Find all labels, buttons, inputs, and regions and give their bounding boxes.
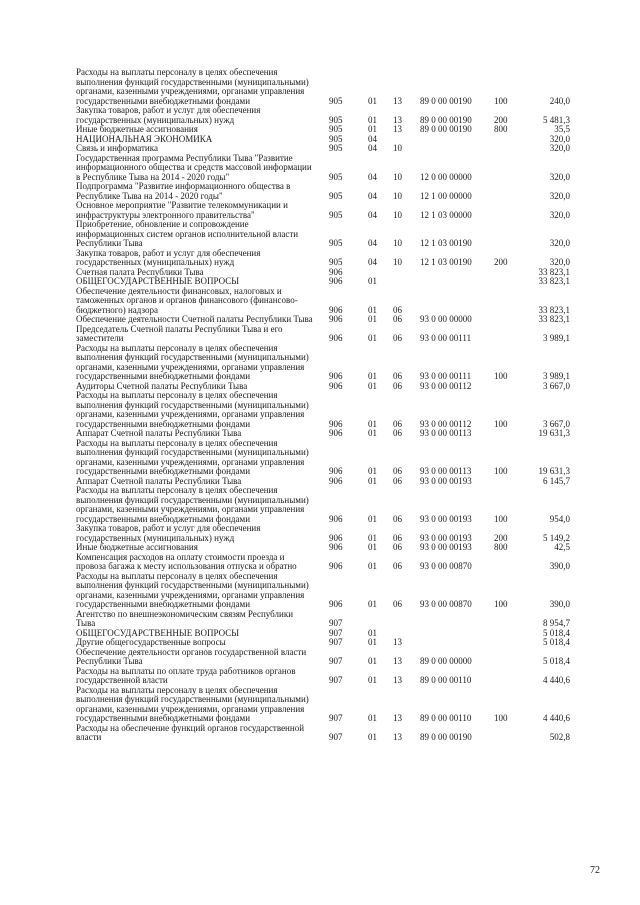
amount: 954,0 xyxy=(549,513,570,524)
section-code: 01 xyxy=(368,304,377,315)
ministry-code: 906 xyxy=(329,304,343,315)
row-name: Связь и информатика xyxy=(76,143,158,153)
row-name: Приобретение, обновление и сопровождение информационных систем органов исполнительной власти Республики Тыва xyxy=(76,219,299,248)
subsection-code: 13 xyxy=(393,713,402,723)
expense-type-code: 200 xyxy=(494,257,508,267)
row-name: Расходы на обеспечение функций органов государственной власти xyxy=(76,722,305,742)
row-name: Закупка товаров, работ и услуг для обеспечения государственных (муниципальных) нужд xyxy=(76,247,261,267)
subsection-code: 13 xyxy=(393,95,402,106)
table-row xyxy=(0,572,640,610)
subsection-code: 10 xyxy=(393,209,402,220)
row-name: Расходы на выплаты персоналу в целях обеспечения выполнения функций государственными (муниципальными) органами, казенными учреждениями, органами управления государственными внебюджетными фондами xyxy=(76,485,309,524)
amount: 390,0 xyxy=(549,561,570,571)
amount: 3 667,0 xyxy=(543,380,570,391)
section-code: 04 xyxy=(368,143,377,153)
ministry-code: 906 xyxy=(329,532,343,543)
ministry-code: 906 xyxy=(329,599,343,609)
subsection-code: 10 xyxy=(393,190,402,201)
table-row xyxy=(0,648,640,667)
section-code: 01 xyxy=(368,599,377,609)
section-code: 04 xyxy=(368,209,377,220)
section-code: 01 xyxy=(368,276,377,286)
ministry-code: 906 xyxy=(329,513,343,524)
section-code: 01 xyxy=(368,475,377,486)
ministry-code: 905 xyxy=(329,190,343,201)
row-name: Закупка товаров, работ и услуг для обеспечения государственных (муниципальных) нужд xyxy=(76,105,261,125)
expense-type-code: 800 xyxy=(494,124,508,134)
section-code: 01 xyxy=(368,675,377,685)
section-code: 01 xyxy=(368,513,377,524)
amount: 320,0 xyxy=(549,238,570,248)
ministry-code: 906 xyxy=(329,466,343,476)
amount: 33 823,1 xyxy=(538,304,570,315)
amount: 320,0 xyxy=(549,209,570,220)
row-name: Иные бюджетные ассигнования xyxy=(76,124,198,134)
subsection-code: 13 xyxy=(393,675,402,685)
ministry-code: 905 xyxy=(329,124,343,134)
subsection-code: 06 xyxy=(393,599,402,609)
subsection-code: 10 xyxy=(393,143,402,153)
table-row xyxy=(0,486,640,524)
target-article-code: 93 0 00 00193 xyxy=(420,532,472,543)
section-code: 01 xyxy=(368,333,377,343)
row-name: Расходы на выплаты персоналу в целях обеспечения выполнения функций государственными (муниципальными) органами, казенными учреждениями, органами управления государственными внебюджетными фондами xyxy=(76,684,309,723)
row-name: Аппарат Счетной палаты Республики Тыва xyxy=(76,428,242,438)
ministry-code: 907 xyxy=(329,732,343,742)
subsection-code: 13 xyxy=(393,114,402,125)
target-article-code: 93 0 00 00870 xyxy=(420,599,472,609)
target-article-code: 89 0 00 00190 xyxy=(420,114,472,125)
ministry-code: 906 xyxy=(329,371,343,381)
row-name: Расходы на выплаты персоналу в целях обеспечения выполнения функций государственными (муниципальными) органами, казенными учреждениями, органами управления государственными внебюджетными фондами xyxy=(76,67,309,106)
amount: 8 954,7 xyxy=(543,618,570,628)
section-code: 01 xyxy=(368,532,377,543)
table-row xyxy=(0,325,640,344)
expense-type-code: 100 xyxy=(494,513,508,524)
section-code: 04 xyxy=(368,257,377,267)
section-code: 01 xyxy=(368,418,377,429)
amount: 5 018,4 xyxy=(543,627,570,638)
row-name: Закупка товаров, работ и услуг для обеспечения государственных (муниципальных) нужд xyxy=(76,523,261,543)
row-name: Счетная палата Республики Тыва xyxy=(76,266,204,277)
expense-type-code: 100 xyxy=(494,371,508,381)
section-code: 01 xyxy=(368,428,377,438)
row-name: ОБЩЕГОСУДАРСТВЕННЫЕ ВОПРОСЫ xyxy=(76,627,240,638)
ministry-code: 905 xyxy=(329,171,343,182)
subsection-code: 06 xyxy=(393,333,402,343)
subsection-code: 06 xyxy=(393,371,402,381)
section-code: 01 xyxy=(368,713,377,723)
subsection-code: 06 xyxy=(393,304,402,315)
target-article-code: 93 0 00 00111 xyxy=(420,333,472,343)
amount: 3 989,1 xyxy=(543,371,570,381)
expense-type-code: 100 xyxy=(494,466,508,476)
table-row xyxy=(0,610,640,629)
target-article-code: 12 0 00 00000 xyxy=(420,171,472,182)
ministry-code: 906 xyxy=(329,276,343,286)
section-code: 04 xyxy=(368,171,377,182)
target-article-code: 93 0 00 00113 xyxy=(420,428,472,438)
ministry-code: 905 xyxy=(329,209,343,220)
table-row xyxy=(0,154,640,183)
row-name: Расходы на выплаты по оплате труда работников органов государственной власти xyxy=(76,665,296,685)
row-name: Государственная программа Республики Тыва "Развитие информационного общества и средств массовой информации в Республике Тыва на 2014 - 2020 годы" xyxy=(76,152,312,182)
table-row xyxy=(0,391,640,429)
section-code: 01 xyxy=(368,637,377,647)
row-name: ОБЩЕГОСУДАРСТВЕННЫЕ ВОПРОСЫ xyxy=(76,276,240,286)
table-row xyxy=(0,106,640,125)
section-code: 01 xyxy=(368,114,377,125)
target-article-code: 93 0 00 00000 xyxy=(420,314,472,324)
ministry-code: 906 xyxy=(329,475,343,486)
amount: 4 440,6 xyxy=(543,675,570,685)
table-row xyxy=(0,182,640,201)
table-row xyxy=(0,287,640,316)
ministry-code: 906 xyxy=(329,380,343,391)
ministry-code: 907 xyxy=(329,656,343,666)
target-article-code: 93 0 00 00111 xyxy=(420,371,472,381)
row-name: Аудиторы Счетной палаты Республики Тыва xyxy=(76,380,248,391)
subsection-code: 06 xyxy=(393,380,402,391)
target-article-code: 12 1 00 00000 xyxy=(420,190,472,201)
amount: 4 440,6 xyxy=(543,713,570,723)
row-name: Обеспечение деятельности Счетной палаты Республики Тыва xyxy=(76,314,313,324)
ministry-code: 906 xyxy=(329,542,343,552)
subsection-code: 13 xyxy=(393,656,402,666)
subsection-code: 13 xyxy=(393,124,402,134)
section-code: 01 xyxy=(368,656,377,666)
target-article-code: 93 0 00 00870 xyxy=(420,561,472,571)
table-row xyxy=(0,220,640,249)
amount: 33 823,1 xyxy=(538,314,570,324)
amount: 6 145,7 xyxy=(543,475,570,486)
table-row xyxy=(0,439,640,477)
subsection-code: 10 xyxy=(393,238,402,248)
amount: 33 823,1 xyxy=(538,276,570,286)
page-number: 72 xyxy=(590,865,600,876)
subsection-code: 13 xyxy=(393,637,402,647)
amount: 320,0 xyxy=(549,171,570,182)
amount: 19 631,3 xyxy=(538,428,570,438)
target-article-code: 89 0 00 00000 xyxy=(420,656,472,666)
section-code: 04 xyxy=(368,190,377,201)
amount: 3 989,1 xyxy=(543,333,570,343)
amount: 19 631,3 xyxy=(538,466,570,476)
amount: 390,0 xyxy=(549,599,570,609)
row-name: Расходы на выплаты персоналу в целях обеспечения выполнения функций государственными (муниципальными) органами, казенными учреждениями, органами управления государственными внебюджетными фондами xyxy=(76,342,309,381)
ministry-code: 905 xyxy=(329,133,343,144)
section-code: 04 xyxy=(368,133,377,144)
row-name: Другие общегосударственные вопросы xyxy=(76,637,226,647)
row-name: Расходы на выплаты персоналу в целях обеспечения выполнения функций государственными (муниципальными) органами, казенными учреждениями, органами управления государственными внебюджетными фондами xyxy=(76,437,309,476)
section-code: 01 xyxy=(368,542,377,552)
subsection-code: 06 xyxy=(393,466,402,476)
ministry-code: 907 xyxy=(329,618,343,628)
amount: 35,5 xyxy=(554,124,570,134)
target-article-code: 12 1 03 00190 xyxy=(420,257,472,267)
subsection-code: 13 xyxy=(393,732,402,742)
row-name: Компенсация расходов на оплату стоимости проезда и провоза багажа к месту использования отпуска и обратно xyxy=(76,551,297,571)
section-code: 01 xyxy=(368,380,377,391)
table-row xyxy=(0,524,640,543)
target-article-code: 12 1 03 00000 xyxy=(420,209,472,220)
row-name: Агентство по внешнеэкономическим связям Республики Тыва xyxy=(76,608,294,628)
amount: 240,0 xyxy=(549,95,570,106)
ministry-code: 905 xyxy=(329,143,343,153)
section-code: 01 xyxy=(368,561,377,571)
target-article-code: 12 1 03 00190 xyxy=(420,238,472,248)
subsection-code: 06 xyxy=(393,418,402,429)
subsection-code: 10 xyxy=(393,171,402,182)
section-code: 01 xyxy=(368,95,377,106)
target-article-code: 89 0 00 00190 xyxy=(420,732,472,742)
ministry-code: 907 xyxy=(329,637,343,647)
ministry-code: 905 xyxy=(329,114,343,125)
ministry-code: 907 xyxy=(329,675,343,685)
amount: 5 149,2 xyxy=(543,532,570,543)
subsection-code: 06 xyxy=(393,314,402,324)
amount: 5 481,3 xyxy=(543,114,570,125)
amount: 320,0 xyxy=(549,143,570,153)
table-row xyxy=(0,724,640,743)
ministry-code: 906 xyxy=(329,428,343,438)
table-row xyxy=(0,686,640,724)
amount: 5 018,4 xyxy=(543,656,570,666)
amount: 5 018,4 xyxy=(543,637,570,647)
target-article-code: 93 0 00 00193 xyxy=(420,475,472,486)
table-row xyxy=(0,249,640,268)
ministry-code: 905 xyxy=(329,257,343,267)
target-article-code: 93 0 00 00112 xyxy=(420,418,472,429)
ministry-code: 906 xyxy=(329,314,343,324)
row-name: Обеспечение деятельности финансовых, налоговых и таможенных органов и органов финансового (финансово- бюджетного) надзора xyxy=(76,285,298,315)
amount: 320,0 xyxy=(549,257,570,267)
target-article-code: 93 0 00 00113 xyxy=(420,466,472,476)
section-code: 01 xyxy=(368,627,377,638)
subsection-code: 06 xyxy=(393,513,402,524)
subsection-code: 06 xyxy=(393,428,402,438)
row-name: Подпрограмма "Развитие информационного общества в Республике Тыва на 2014 - 2020 годы" xyxy=(76,181,291,201)
target-article-code: 89 0 00 00110 xyxy=(420,713,472,723)
target-article-code: 89 0 00 00110 xyxy=(420,675,472,685)
target-article-code: 89 0 00 00190 xyxy=(420,124,472,134)
table-row xyxy=(0,344,640,382)
amount: 320,0 xyxy=(549,190,570,201)
row-name: Основное мероприятие "Развитие телекоммуникации и инфраструктуры электронного правительства" xyxy=(76,200,288,220)
subsection-code: 06 xyxy=(393,532,402,543)
expense-type-code: 100 xyxy=(494,95,508,106)
ministry-code: 906 xyxy=(329,561,343,571)
section-code: 01 xyxy=(368,124,377,134)
ministry-code: 907 xyxy=(329,627,343,638)
table-row xyxy=(0,667,640,686)
section-code: 01 xyxy=(368,732,377,742)
expense-type-code: 200 xyxy=(494,532,508,543)
section-code: 01 xyxy=(368,371,377,381)
target-article-code: 93 0 00 00193 xyxy=(420,542,472,552)
ministry-code: 906 xyxy=(329,266,343,277)
amount: 502,8 xyxy=(549,732,570,742)
row-name: Аппарат Счетной палаты Республики Тыва xyxy=(76,475,242,486)
subsection-code: 06 xyxy=(393,561,402,571)
table-row xyxy=(0,201,640,220)
row-name: Председатель Счетной палаты Республики Тыва и его заместители xyxy=(76,323,283,343)
target-article-code: 93 0 00 00112 xyxy=(420,380,472,391)
target-article-code: 93 0 00 00193 xyxy=(420,513,472,524)
row-name: Расходы на выплаты персоналу в целях обеспечения выполнения функций государственными (муниципальными) органами, казенными учреждениями, органами управления государственными внебюджетными фондами xyxy=(76,390,309,429)
row-name: НАЦИОНАЛЬНАЯ ЭКОНОМИКА xyxy=(76,133,213,144)
table-row xyxy=(0,553,640,572)
section-code: 04 xyxy=(368,238,377,248)
ministry-code: 906 xyxy=(329,418,343,429)
amount: 33 823,1 xyxy=(538,266,570,277)
amount: 320,0 xyxy=(549,133,570,144)
ministry-code: 906 xyxy=(329,333,343,343)
table-row xyxy=(0,68,640,106)
subsection-code: 10 xyxy=(393,257,402,267)
amount: 3 667,0 xyxy=(543,418,570,429)
section-code: 01 xyxy=(368,314,377,324)
subsection-code: 06 xyxy=(393,475,402,486)
amount: 42,5 xyxy=(554,542,570,552)
subsection-code: 06 xyxy=(393,542,402,552)
target-article-code: 89 0 00 00190 xyxy=(420,95,472,106)
expense-type-code: 200 xyxy=(494,114,508,125)
section-code: 01 xyxy=(368,466,377,476)
ministry-code: 907 xyxy=(329,713,343,723)
ministry-code: 905 xyxy=(329,238,343,248)
expense-type-code: 800 xyxy=(494,542,508,552)
expense-type-code: 100 xyxy=(494,713,508,723)
row-name: Расходы на выплаты персоналу в целях обеспечения выполнения функций государственными (муниципальными) органами, казенными учреждениями, органами управления государственными внебюджетными фондами xyxy=(76,570,309,609)
row-name: Обеспечение деятельности органов государственной власти Республики Тыва xyxy=(76,646,307,666)
expense-type-code: 100 xyxy=(494,418,508,429)
row-name: Иные бюджетные ассигнования xyxy=(76,542,198,552)
ministry-code: 905 xyxy=(329,95,343,106)
expense-type-code: 100 xyxy=(494,599,508,609)
